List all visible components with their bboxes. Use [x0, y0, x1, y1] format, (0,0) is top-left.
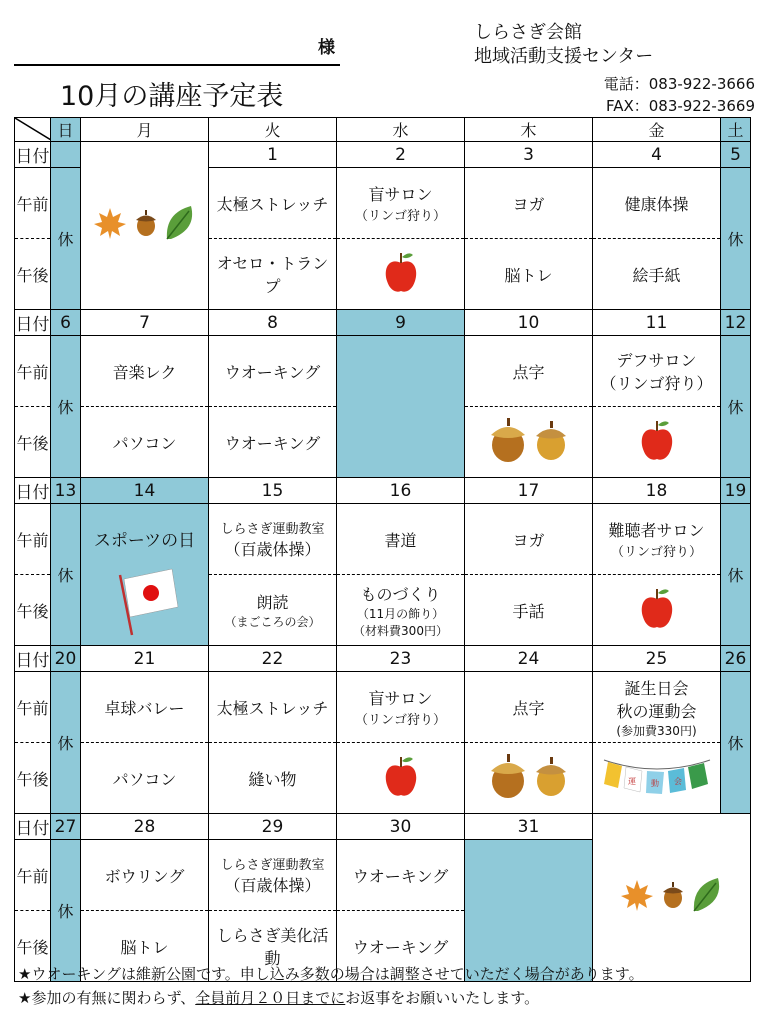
- date-label: 日付: [15, 478, 51, 504]
- date-cell: 4: [593, 142, 721, 168]
- date-cell: 26: [721, 646, 751, 672]
- bunting-cell: [593, 743, 721, 814]
- activity-note: （リンゴ狩り）: [354, 713, 446, 728]
- activity: 縫い物: [209, 743, 337, 814]
- activity: ウオーキング: [209, 407, 337, 478]
- activity-note: （まごころの会）: [224, 615, 321, 629]
- activity: [593, 504, 721, 575]
- date-cell: 27: [51, 814, 81, 840]
- acorn-icon: [488, 751, 528, 805]
- date-cell: 31: [465, 814, 593, 840]
- apple-icon: [637, 417, 677, 467]
- activity: しらさぎ美化活動: [209, 911, 337, 982]
- date-cell: 1: [209, 142, 337, 168]
- date-cell: 19: [721, 478, 751, 504]
- pm-label: 午後: [15, 575, 51, 646]
- activity: 絵手紙: [593, 239, 721, 310]
- activity: 点字: [465, 672, 593, 743]
- activity-title: 朗読: [256, 593, 289, 612]
- leaf-icon: [163, 203, 197, 248]
- acorn-icon: [533, 754, 569, 802]
- activity: 健康体操: [593, 168, 721, 239]
- activity-note: （11月の飾り）: [356, 606, 445, 621]
- pm-label: 午後: [15, 911, 51, 982]
- apple-icon: [637, 585, 677, 635]
- date-cell: 13: [51, 478, 81, 504]
- weekday-tue: 火: [209, 118, 337, 142]
- date-cell: 28: [81, 814, 209, 840]
- phone-number: 電話：083-922-3666: [603, 75, 755, 93]
- activity-note: （リンゴ狩り）: [600, 374, 713, 393]
- activity: パソコン: [81, 407, 209, 478]
- org-department: 地域活動支援センター: [474, 46, 654, 67]
- bunting-char-3: 会: [673, 777, 682, 786]
- acorns-cell: [465, 407, 593, 478]
- activity: 脳トレ: [81, 911, 209, 982]
- activity: ウオーキング: [337, 840, 465, 911]
- activity: ボウリング: [81, 840, 209, 911]
- date-label: 日付: [15, 646, 51, 672]
- activity-title: しらさぎ運動教室: [220, 858, 325, 873]
- weekday-thu: 木: [465, 118, 593, 142]
- activity: 卓球バレー: [81, 672, 209, 743]
- date-cell: [51, 142, 81, 168]
- date-cell: 23: [337, 646, 465, 672]
- closed-label: 休: [721, 168, 751, 310]
- activity-fee: （材料費300円）: [353, 623, 448, 638]
- activity: [337, 575, 465, 646]
- holiday-name: スポーツの日: [93, 531, 196, 551]
- date-cell: 12: [721, 310, 751, 336]
- activity: ウオーキング: [337, 911, 465, 982]
- activity-title: 盲サロン: [368, 185, 433, 204]
- apple-icon: [381, 249, 421, 299]
- date-cell: 21: [81, 646, 209, 672]
- activity: オセロ・トランプ: [209, 239, 337, 310]
- date-cell: 16: [337, 478, 465, 504]
- activity-title-2: 秋の運動会: [616, 701, 697, 721]
- activity: [209, 840, 337, 911]
- activity: [593, 336, 721, 407]
- pm-label: 午後: [15, 407, 51, 478]
- closed-label: 休: [51, 504, 81, 646]
- date-cell: 3: [465, 142, 593, 168]
- maple-leaf-icon: [619, 877, 655, 918]
- page-title: 10月の講座予定表: [60, 81, 284, 112]
- activity: 音楽レク: [81, 336, 209, 407]
- acorn-icon: [488, 415, 528, 469]
- activity: [337, 672, 465, 743]
- japan-flag-icon: [81, 567, 208, 641]
- date-cell: 2: [337, 142, 465, 168]
- footer-note-reply: [18, 987, 539, 1008]
- activity-title: しらさぎ運動教室: [220, 522, 325, 537]
- acorn-icon: [134, 209, 158, 242]
- maple-leaf-icon: [92, 205, 128, 246]
- acorn-icon: [533, 418, 569, 466]
- activity-note: （百歳体操）: [224, 540, 321, 559]
- activity-note: （百歳体操）: [224, 876, 321, 895]
- decor-cell: [593, 814, 751, 982]
- date-cell: 10: [465, 310, 593, 336]
- date-cell: 18: [593, 478, 721, 504]
- am-label: 午前: [15, 168, 51, 239]
- am-label: 午前: [15, 672, 51, 743]
- date-label: 日付: [15, 142, 51, 168]
- weekday-wed: 水: [337, 118, 465, 142]
- date-cell: 7: [81, 310, 209, 336]
- date-cell: 15: [209, 478, 337, 504]
- activity: [593, 672, 721, 743]
- pm-label: 午後: [15, 239, 51, 310]
- org-name: しらさぎ会館: [474, 22, 582, 43]
- closed-label: 休: [721, 336, 751, 478]
- footer-note-reply-b: お返事をお願いいたします。: [345, 989, 540, 1007]
- date-cell: 14: [81, 478, 209, 504]
- activity: ヨガ: [465, 168, 593, 239]
- name-underline: [14, 64, 340, 66]
- activity: 脳トレ: [465, 239, 593, 310]
- holiday-cell: [337, 336, 465, 478]
- closed-label: 休: [51, 336, 81, 478]
- acorns-cell: [465, 743, 593, 814]
- pm-label: 午後: [15, 743, 51, 814]
- date-cell: 29: [209, 814, 337, 840]
- apple-cell: [593, 407, 721, 478]
- date-cell: 20: [51, 646, 81, 672]
- bunting-char-2: 動: [650, 779, 659, 788]
- leaf-icon: [690, 875, 724, 920]
- date-cell: 30: [337, 814, 465, 840]
- fax-number: FAX：083-922-3669: [605, 97, 755, 115]
- activity-fee: (参加費330円): [616, 723, 697, 738]
- weekday-sun: 日: [51, 118, 81, 142]
- date-cell: 5: [721, 142, 751, 168]
- weekday-mon: 月: [81, 118, 209, 142]
- date-cell: 17: [465, 478, 593, 504]
- date-cell: 6: [51, 310, 81, 336]
- date-cell: 22: [209, 646, 337, 672]
- apple-icon: [381, 753, 421, 803]
- schedule-table: [14, 117, 751, 982]
- holiday-cell: [81, 504, 209, 646]
- date-cell: 25: [593, 646, 721, 672]
- activity: 書道: [337, 504, 465, 575]
- closed-label: 休: [51, 168, 81, 310]
- activity-title: デフサロン: [616, 351, 697, 370]
- recipient-suffix: 様: [318, 38, 335, 58]
- activity-title: 盲サロン: [368, 689, 433, 708]
- date-cell: 8: [209, 310, 337, 336]
- activity-note: （リンゴ狩り）: [354, 209, 446, 224]
- activity-title: ものづくり: [360, 584, 441, 604]
- activity-note: （リンゴ狩り）: [610, 545, 702, 560]
- am-label: 午前: [15, 336, 51, 407]
- diagonal-line: [15, 118, 51, 140]
- date-label: 日付: [15, 814, 51, 840]
- am-label: 午前: [15, 840, 51, 911]
- activity: ヨガ: [465, 504, 593, 575]
- weekday-fri: 金: [593, 118, 721, 142]
- decor-cell: [81, 142, 209, 310]
- footer-note-walking: ★ウオーキングは維新公園です。申し込み多数の場合は調整させていただく場合があります。: [18, 965, 644, 983]
- activity: [209, 575, 337, 646]
- date-cell: 11: [593, 310, 721, 336]
- acorn-icon: [661, 881, 685, 914]
- activity: 太極ストレッチ: [209, 672, 337, 743]
- apple-cell: [337, 743, 465, 814]
- activity: パソコン: [81, 743, 209, 814]
- date-cell: 24: [465, 646, 593, 672]
- activity: 太極ストレッチ: [209, 168, 337, 239]
- closed-label: 休: [721, 504, 751, 646]
- holiday-cell: [465, 840, 593, 982]
- apple-cell: [337, 239, 465, 310]
- weekday-sat: 土: [721, 118, 751, 142]
- activity-title: 難聴者サロン: [608, 521, 705, 540]
- activity-title: 誕生日会: [624, 678, 689, 698]
- closed-label: 休: [51, 672, 81, 814]
- closed-label: 休: [51, 840, 81, 982]
- activity: 点字: [465, 336, 593, 407]
- date-cell: 9: [337, 310, 465, 336]
- am-label: 午前: [15, 504, 51, 575]
- closed-label: 休: [721, 672, 751, 814]
- activity: [209, 504, 337, 575]
- bunting-char-1: 運: [627, 777, 636, 786]
- footer-note-reply-a: ★参加の有無に関わらず、: [18, 989, 196, 1007]
- activity: [337, 168, 465, 239]
- corner-cell: [15, 118, 51, 142]
- apple-cell: [593, 575, 721, 646]
- bunting-flags-icon: [602, 756, 712, 800]
- activity: ウオーキング: [209, 336, 337, 407]
- activity: 手話: [465, 575, 593, 646]
- date-label: 日付: [15, 310, 51, 336]
- footer-note-reply-deadline: 全員前月２０日までに: [195, 989, 346, 1007]
